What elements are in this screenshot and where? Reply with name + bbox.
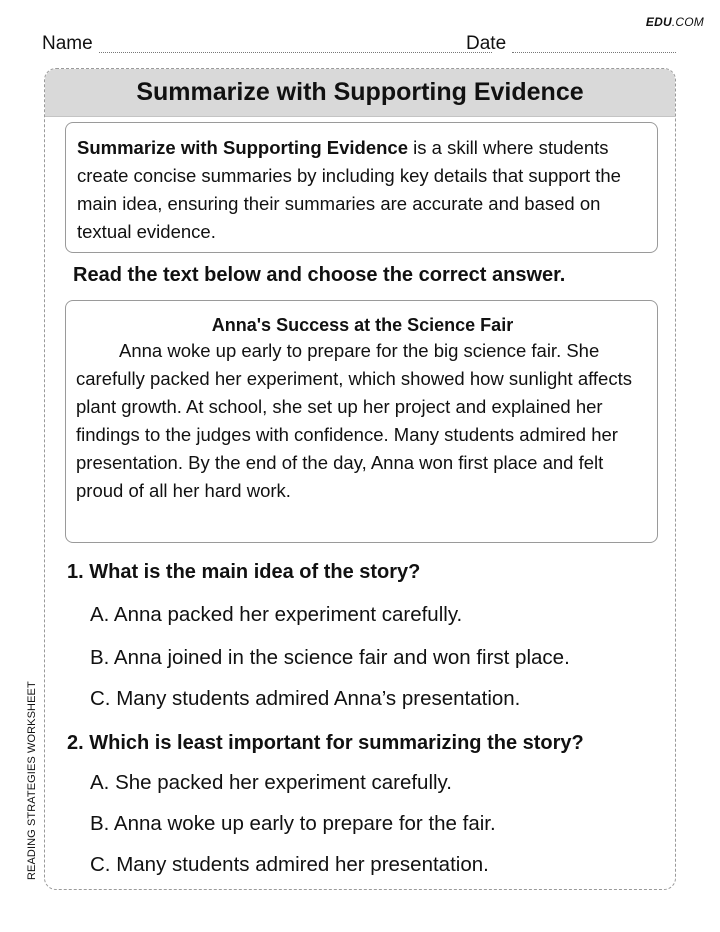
date-label: Date	[466, 33, 507, 54]
story-text: Anna woke up early to prepare for the big science fair. She carefully packed her experiment, which showed how sunlight affects plant growth. At school, she set up her project and explained her findings to the judges with confidence. Many students admired her presentation. By the end of the day, Anna won first place and felt proud of all her hard work.	[76, 340, 632, 501]
worksheet-title: Summarize with Supporting Evidence	[45, 69, 675, 117]
name-date-row	[42, 33, 678, 57]
question-2-option-a[interactable]: A. She packed her experiment carefully.	[90, 771, 452, 794]
name-field[interactable]	[99, 52, 492, 53]
name-label: Name	[42, 33, 93, 54]
question-2: 2. Which is least important for summarizing the story?	[67, 732, 584, 754]
brand-logo-suffix: .COM	[671, 15, 704, 29]
question-2-option-c[interactable]: C. Many students admired her presentation.	[90, 853, 489, 876]
intro-term: Summarize with Supporting Evidence	[77, 137, 408, 158]
brand-logo	[646, 15, 704, 29]
brand-logo-bold: EDU	[645, 15, 672, 29]
instruction-text: Read the text below and choose the correct answer.	[73, 264, 566, 286]
story-box	[65, 300, 658, 543]
question-2-option-b[interactable]: B. Anna woke up early to prepare for the fair.	[90, 812, 496, 835]
story-title: Anna's Success at the Science Fair	[211, 315, 514, 335]
question-1-option-a[interactable]: A. Anna packed her experiment carefully.	[90, 603, 463, 626]
question-1: 1. What is the main idea of the story?	[67, 561, 421, 583]
date-field[interactable]	[512, 52, 676, 53]
intro-box	[65, 122, 658, 253]
worksheet-frame	[44, 68, 676, 890]
question-1-option-b[interactable]: B. Anna joined in the science fair and won first place.	[90, 646, 570, 669]
intro-text: is a skill where students create concise summaries by including key details that support the main idea, ensuring their summaries are accurate and based on textual evidence.	[77, 137, 621, 242]
sidebar-label: READING STRATEGIES WORKSHEET	[26, 681, 38, 880]
question-1-option-c[interactable]: C. Many students admired Anna’s presentation.	[90, 687, 521, 710]
